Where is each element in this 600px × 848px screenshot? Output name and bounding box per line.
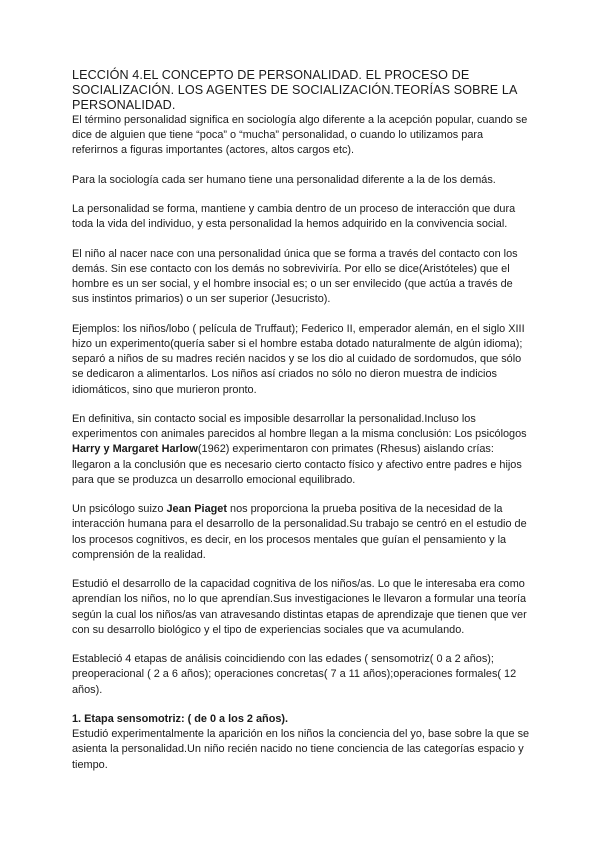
piaget-text-start: Un psicólogo suizo bbox=[72, 503, 167, 516]
paragraph-stages: Estableció 4 etapas de análisis coincidiendo con las edades ( sensomotriz( 0 a 2 años); preoperacional ( 2 a 6 años); operaciones concretas( 7 a 11 años);operaciones formales( 12 años). bbox=[72, 653, 517, 696]
paragraph-sociology: Para la sociología cada ser humano tiene una personalidad diferente a la de los demás. bbox=[72, 173, 496, 186]
harlow-names: Harry y Margaret Harlow bbox=[72, 443, 198, 456]
paragraph-piaget bbox=[72, 502, 532, 563]
piaget-name: Jean Piaget bbox=[166, 503, 227, 516]
harlow-text-end: (1962) experimentaron con primates (Rhesus) aislando crías: llegaron a la conclusión que es necesario cierto contacto físico y afectivo entre padres e hijos para que se produzca un desarrollo emocional equilibrado. bbox=[72, 443, 522, 486]
piaget-text-end: nos proporciona la prueba positiva de la necesidad de la interacción humana para el desarrollo de la personalidad.Su trabajo se centró en el estudio de los procesos cognitivos, es decir, en los procesos mentales que guían el pensamiento y la comprensión de la realidad. bbox=[72, 503, 527, 561]
document-title: LECCIÓN 4.EL CONCEPTO DE PERSONALIDAD. EL PROCESO DE SOCIALIZACIÓN. LOS AGENTES DE SOCIALIZACIÓN.TEORÍAS SOBRE LA PERSONALIDAD. bbox=[72, 68, 517, 112]
section-heading-sensomotriz: 1. Etapa sensomotriz: ( de 0 a los 2 años). bbox=[72, 712, 289, 725]
paragraph-cognitive: Estudió el desarrollo de la capacidad cognitiva de los niños/as. Lo que le interesaba era como aprendían los niños, no lo que aprendían.Sus investigaciones le llevaron a formular una teoría según la cual los niños/as van atravesando distintas etapas de aprendizaje que tienen que ver con su desarrollo biológico y el tipo de experiencias sociales que va acumulando. bbox=[72, 578, 527, 636]
paragraph-newborn: El niño al nacer nace con una personalidad única que se forma a través del contacto con los demás. Sin ese contacto con los demás no sobreviviría. Por ello se dice(Aristóteles) que el hombre es un ser social, y el hombre insocial es; o un ser envilecido (que actúa a través de sus instintos primarios) o un ser superior (Jesucristo). bbox=[72, 247, 518, 306]
paragraph-intro: El término personalidad significa en sociología algo diferente a la acepción popular, cuando se dice de alguien que tiene “poca” o “mucha” personalidad, o cuando lo utilizamos para referirnos a figuras importantes (actores, altos cargos etc). bbox=[72, 114, 528, 157]
harlow-text-start: En definitiva, sin contacto social es imposible desarrollar la personalidad.Incluso los experimentos con animales parecidos al hombre llegan a la misma conclusión: Los psicólogos bbox=[72, 412, 527, 441]
paragraph-harlow bbox=[72, 412, 532, 488]
document-page bbox=[72, 68, 532, 787]
paragraph-formation: La personalidad se forma, mantiene y cambia dentro de un proceso de interacción que dura toda la vida del individuo, y esta personalidad la hemos adquirido en la convivencia social. bbox=[72, 203, 516, 231]
paragraph-sensomotriz: Estudió experimentalmente la aparición en los niños la conciencia del yo, base sobre la que se asienta la personalidad.Un niño recién nacido no tiene conciencia de las categorías espacio y tiempo. bbox=[72, 728, 530, 771]
paragraph-examples: Ejemplos: los niños/lobo ( película de Truffaut); Federico II, emperador alemán, en el siglo XIII hizo un experimento(quería saber si el hombre estaba dotado naturalmente de algún idioma); separó a niños de su madres recién nacidos y se los dio al cuidado de sordomudos, que sólo se dedicaron a alimentarlos. Los niños así criados no sólo no dieron muestra de indicios idiomáticos, sino que murieron pronto. bbox=[72, 322, 525, 396]
